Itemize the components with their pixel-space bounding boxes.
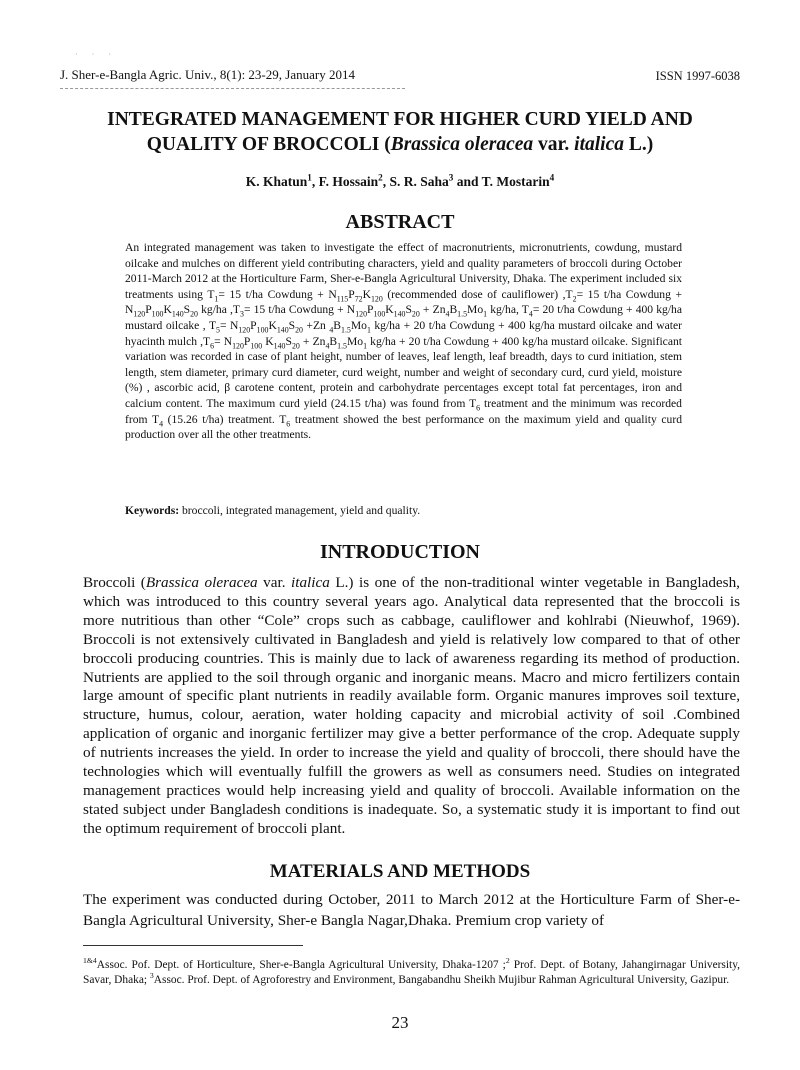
keywords-text: broccoli, integrated management, yield and quality. bbox=[179, 504, 421, 517]
title-species: Brassica oleracea bbox=[390, 134, 534, 155]
title-text: QUALITY OF BROCCOLI ( bbox=[146, 134, 391, 155]
title-line-1: INTEGRATED MANAGEMENT FOR HIGHER CURD YIELD AND bbox=[107, 109, 693, 130]
introduction-heading: INTRODUCTION bbox=[319, 541, 481, 563]
issn-label: ISSN 1997-6038 bbox=[655, 69, 740, 83]
affiliation-footnote: $^{1\&4}$Assoc. Pof. Dept. of Horticulture, Sher-e-Bangla Agricultural University, Dhaka-1207 ;$^2$ Prof. Dept. of Botany, Jahangirnagar University, Savar, Dhaka; $^3$Assoc. Prof. Dept. of Agroforestry and Environment, Bangabandhu Sheikh Mujibur Rahman Agricultural University, Gazipur. bbox=[83, 956, 740, 986]
abstract-heading: ABSTRACT bbox=[345, 211, 455, 233]
title-text: var. bbox=[533, 134, 575, 155]
affiliation-mark: 1 bbox=[307, 172, 312, 183]
author-list bbox=[60, 174, 740, 190]
paper-title bbox=[60, 107, 740, 157]
author: and T. Mostarin bbox=[453, 174, 550, 189]
journal-citation: J. Sher-e-Bangla Agric. Univ., 8(1): 23-29, January 2014 bbox=[60, 67, 355, 82]
title-text: L.) bbox=[623, 134, 654, 155]
methods-heading: MATERIALS AND METHODS bbox=[269, 861, 531, 882]
introduction-body: Broccoli (Brassica oleracea var. italica L.) is one of the non-traditional winter vegetable in Bangladesh, which was introduced to this country several years ago. Analytical data represented that the broccoli is more nutritious than other “Cole” crops such as cabbage, cauliflower and kohlrabi (Nieuwhof, 1969). Broccoli is not extensively cultivated in Bangladesh and yield is relatively low compared to that of other broccoli producing countries. This is mainly due to lack of awareness regarding its method of production. Nutrients are applied to the soil through organic and inorganic means. Macro and micro fertilizers contain large amount of specific plant nutrients in readily available form. Organic manures improves soil texture, structure, humus, colour, aeration, water holding capacity and microbial activity of soil .Combined application of organic and inorganic fertilizer may give a better performance of the crop. Adequate supply of nutrients increases the yield. In order to increase the yield and quality of broccoli, there should have the technologies which will eventually fulfill the growers as well as consumers need. Studies on integrated management practices would help increasing yield and quality of broccoli. Available information on the stated subject under Bangladesh conditions is inadequate. So, a systematic study it is important to find out the optimum requirement of broccoli plant. bbox=[83, 574, 740, 837]
affiliation-mark: 4 bbox=[549, 172, 555, 183]
footnote-rule bbox=[83, 945, 303, 946]
abstract-body: An integrated management was taken to investigate the effect of macronutrients, micronutrients, cowdung, mustard oilcake and mulches on different yield contributing characters, yield and quality parameters of broccoli during October 2011-March 2012 at the Horticulture Farm, Sher-e-Bangla Agricultural University, Dhaka. The experiment included six treatments using $T_1= 15$ t/ha Cowdung + $N_{115}P_{72}K_{120}$ (recommended dose of cauliflower) $,T_2= 15$ t/ha Cowdung + $N_{120}P_{100}K_{140}S_{20}$ kg/ha $,T_3= 15$ t/ha Cowdung + $N_{120}P_{100}K_{140}S_{20} + Zn_4B_{1.5}Mo_1$ kg/ha, $T_4= 20$ t/ha Cowdung + 400 kg/ha mustard oilcake , $T_5= N_{120}P_{100}K_{140}S_{20} +Zn$ $_4B_{1.5}Mo_1$ kg/ha + 20 t/ha Cowdung + 400 kg/ha mustard oilcake and water hyacinth mulch $,T_6= N_{120}P_{100}$ $K_{140}S_{20} + Zn_4B_{1.5}Mo_1$ kg/ha + 20 t/ha Cowdung + 400 kg/ha mustard oilcake. Significant variation was recorded in case of plant height, number of leaves, leaf length, leaf breadth, days to curd initiation, stem length, stem diameter, primary curd diameter, curd weight, number and weight of secondary curd, curd yield, moisture (%) , ascorbic acid, β carotene content, protein and carbohydrate percentages except total fat percentages, iron and calcium content. The maximum curd yield (24.15 t/ha) was found from $T_6$ treatment and the minimum was recorded from $T_4$ (15.26 t/ha) treatment. $T_6$ treatment showed the best performance on the maximum yield and quality curd production over all the other treatments. bbox=[125, 241, 682, 442]
title-line-2 bbox=[60, 132, 740, 157]
title-variety: italica bbox=[574, 134, 624, 155]
affiliation-mark: 2 bbox=[378, 172, 383, 183]
author: K. Khatun bbox=[245, 174, 308, 189]
keywords-line bbox=[125, 504, 682, 517]
affiliation-mark: 3 bbox=[448, 172, 454, 183]
author: , F. Hossain bbox=[311, 174, 379, 189]
keywords-label: Keywords: bbox=[125, 504, 180, 517]
methods-body: The experiment was conducted during October, 2011 to March 2012 at the Horticulture Farm of Sher-e-Bangla Agricultural University, Sher-e Bangla Nagar,Dhaka. Premium crop variety of bbox=[83, 891, 740, 929]
author: , S. R. Saha bbox=[382, 174, 449, 189]
scan-artifact: · · · bbox=[75, 50, 117, 59]
page-number: 23 bbox=[391, 1013, 409, 1032]
header-rule bbox=[60, 88, 405, 89]
